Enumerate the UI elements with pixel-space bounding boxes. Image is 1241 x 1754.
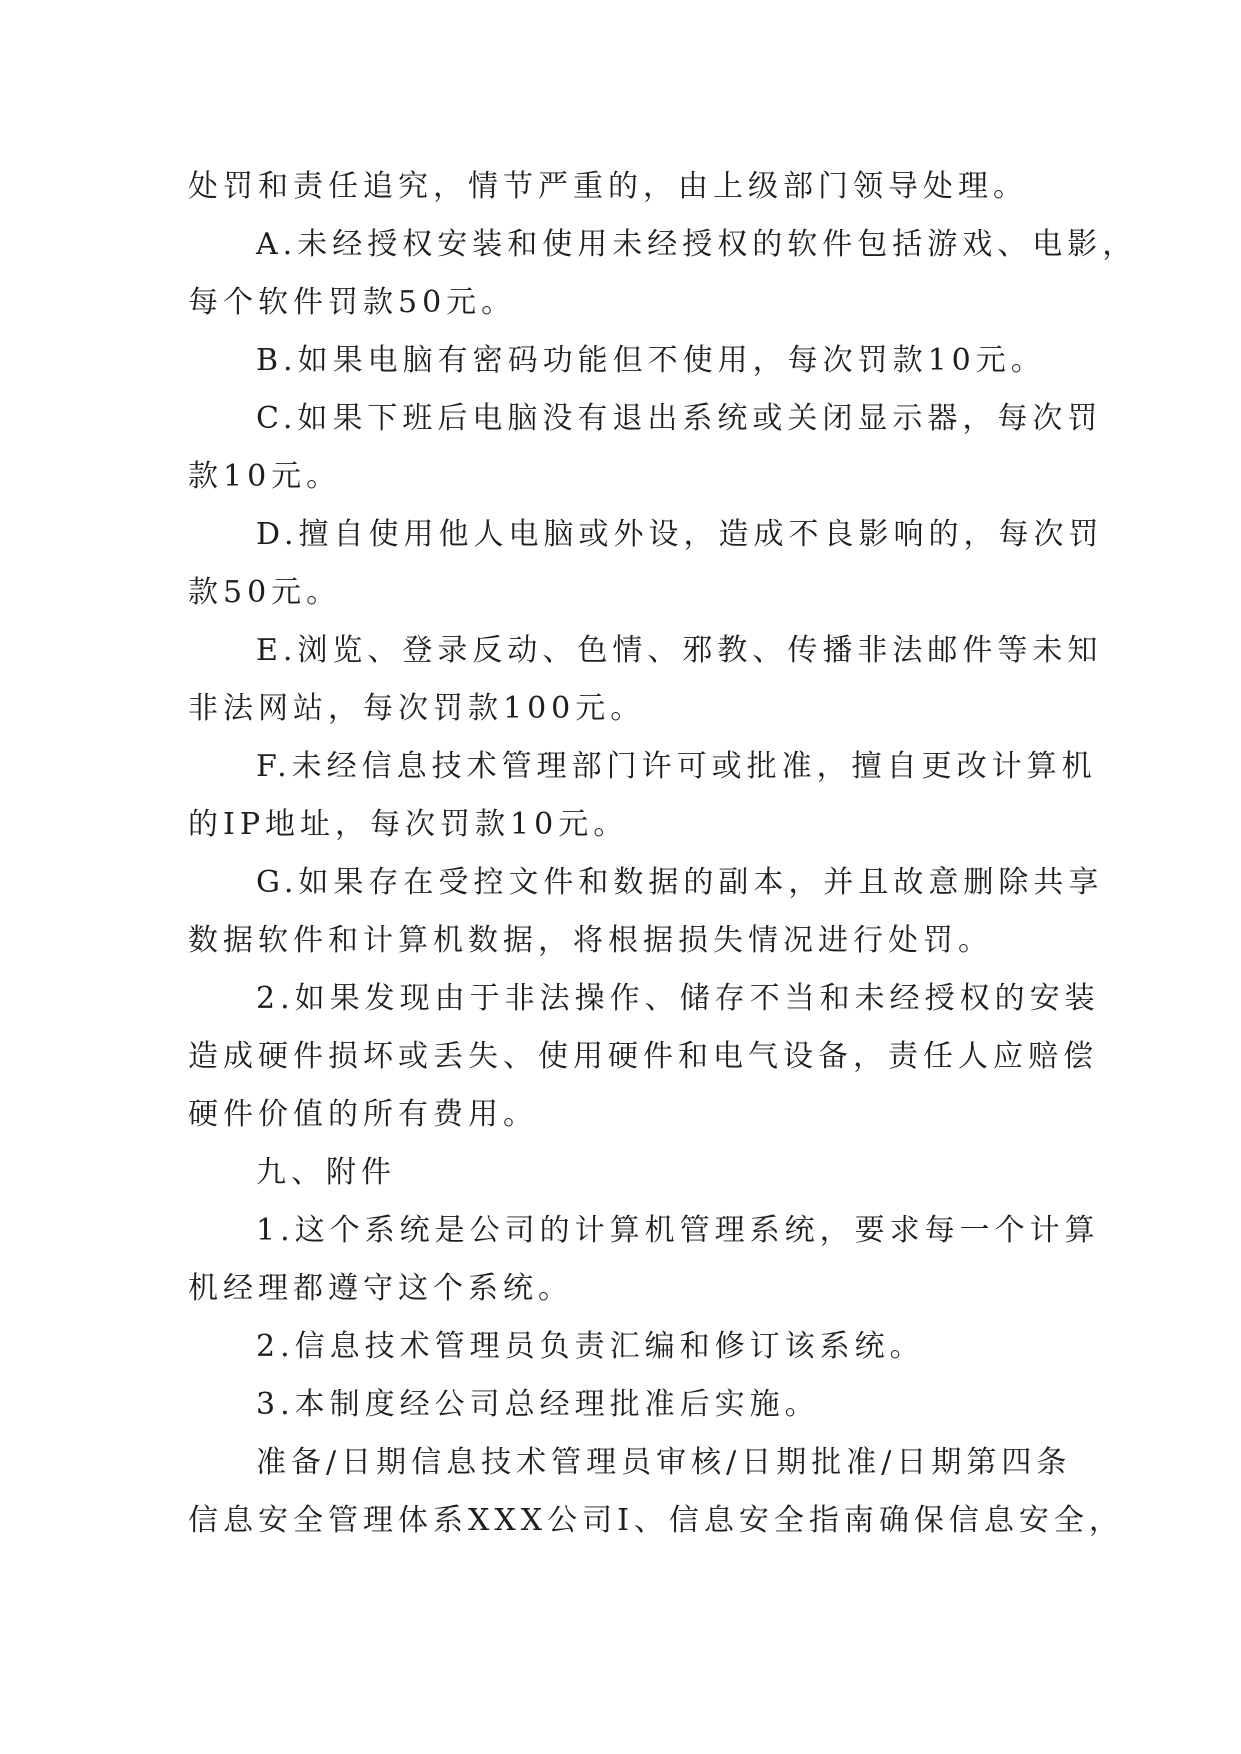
text-line: 信息安全管理体系XXX公司Ⅰ、信息安全指南确保信息安全， (188, 1503, 1124, 1538)
text-line: 数据软件和计算机数据，将根据损失情况进行处罚。 (188, 923, 993, 958)
text-line: 处罚和责任追究，情节严重的，由上级部门领导处理。 (188, 169, 1028, 204)
text-line: 款50元。 (188, 575, 342, 610)
text-line: 每个软件罚款50元。 (188, 285, 517, 320)
text-line: F.未经信息技术管理部门许可或批准，擅自更改计算机 (256, 749, 1097, 784)
text-line: G.如果存在受控文件和数据的副本，并且故意删除共享 (256, 865, 1104, 900)
text-line: 造成硬件损坏或丢失、使用硬件和电气设备，责任人应赔偿 (188, 1039, 1098, 1074)
text-line: D.擅自使用他人电脑或外设，造成不良影响的，每次罚 (256, 517, 1104, 552)
text-line: 3.本制度经公司总经理批准后实施。 (256, 1387, 820, 1422)
text-line: 2.如果发现由于非法操作、储存不当和未经授权的安装 (256, 981, 1100, 1016)
text-line: 1.这个系统是公司的计算机管理系统，要求每一个计算 (256, 1213, 1100, 1248)
text-line: 非法网站，每次罚款100元。 (188, 691, 646, 726)
text-line: 2.信息技术管理员负责汇编和修订该系统。 (256, 1329, 925, 1364)
text-line: 准备/日期信息技术管理员审核/日期批准/日期第四条 (256, 1445, 1072, 1480)
text-line: A.未经授权安装和使用未经授权的软件包括游戏、电影， (256, 227, 1138, 262)
text-line: 的IP地址，每次罚款10元。 (188, 807, 629, 842)
section-heading: 九、附件 (256, 1155, 396, 1190)
text-line: C.如果下班后电脑没有退出系统或关闭显示器，每次罚 (256, 401, 1103, 436)
text-line: B.如果电脑有密码功能但不使用，每次罚款10元。 (256, 343, 1046, 378)
document-body (188, 158, 1138, 1550)
text-line: 机经理都遵守这个系统。 (188, 1271, 573, 1306)
text-line: E.浏览、登录反动、色情、邪教、传播非法邮件等未知 (256, 633, 1103, 668)
text-line: 硬件价值的所有费用。 (188, 1097, 538, 1132)
text-line: 款10元。 (188, 459, 342, 494)
